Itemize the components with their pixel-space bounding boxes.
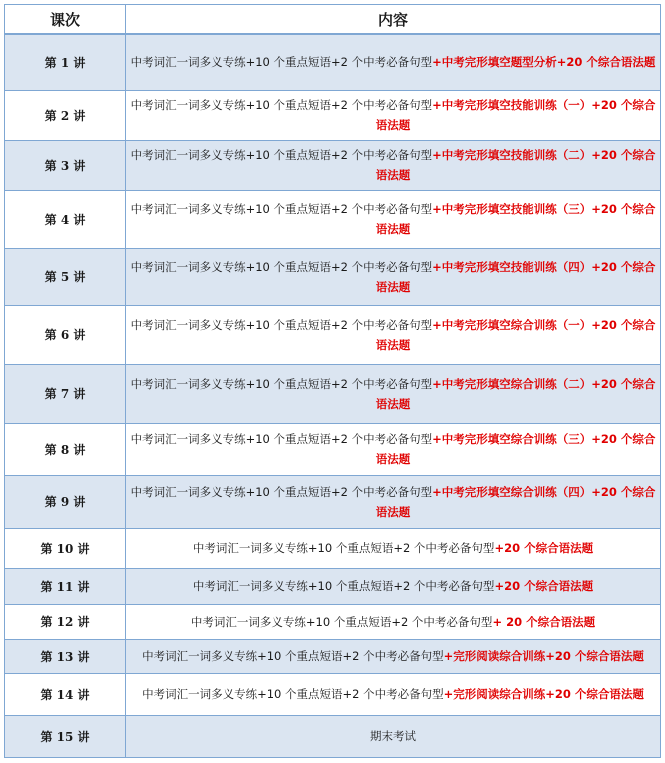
- lesson-content: [126, 475, 661, 528]
- content-highlight: +中考完形填空综合训练（四）+20 个综合语法题: [375, 484, 656, 519]
- lesson-content: [126, 568, 661, 604]
- lesson-number: 第 3 讲: [5, 140, 126, 190]
- lesson-number: 第 12 讲: [5, 604, 126, 639]
- lesson-number: 第 8 讲: [5, 423, 126, 475]
- lesson-number: 第 5 讲: [5, 248, 126, 305]
- content-base: 中考词汇一词多义专练+10 个重点短语+2 个中考必备句型: [130, 432, 433, 446]
- content-highlight: +中考完形填空技能训练（一）+20 个综合语法题: [375, 98, 656, 132]
- lesson-content: [126, 639, 661, 673]
- lesson-number: 第 9 讲: [5, 475, 126, 528]
- header-lesson: 课次: [5, 5, 126, 35]
- lesson-number: 第 14 讲: [5, 673, 126, 715]
- lesson-content: [126, 715, 661, 757]
- content-base: 中考词汇一词多义专练+10 个重点短语+2 个中考必备句型: [192, 541, 495, 555]
- content-base: 中考词汇一词多义专练+10 个重点短语+2 个中考必备句型: [142, 687, 444, 701]
- content-highlight: +中考完形填空技能训练（三）+20 个综合语法题: [375, 202, 656, 236]
- content-base: 中考词汇一词多义专练+10 个重点短语+2 个中考必备句型: [142, 649, 444, 663]
- lesson-content: [126, 90, 661, 140]
- table-row: [5, 90, 661, 140]
- lesson-number: 第 4 讲: [5, 190, 126, 248]
- content-base: 中考词汇一词多义专练+10 个重点短语+2 个中考必备句型: [130, 259, 433, 274]
- table-row: [5, 364, 661, 423]
- content-base: 中考词汇一词多义专练+10 个重点短语+2 个中考必备句型: [130, 317, 433, 332]
- content-base: 中考词汇一词多义专练+10 个重点短语+2 个中考必备句型: [130, 376, 433, 391]
- course-schedule-table: [4, 4, 661, 758]
- header-content: 内容: [126, 5, 661, 35]
- content-base: 中考词汇一词多义专练+10 个重点短语+2 个中考必备句型: [130, 484, 433, 499]
- content-base: 中考词汇一词多义专练+10 个重点短语+2 个中考必备句型: [130, 55, 433, 70]
- lesson-content: [126, 528, 661, 568]
- table-row: [5, 423, 661, 475]
- table-row: [5, 248, 661, 305]
- content-base: 中考词汇一词多义专练+10 个重点短语+2 个中考必备句型: [130, 148, 433, 162]
- lesson-number: 第 7 讲: [5, 364, 126, 423]
- content-highlight: + 20 个综合语法题: [492, 614, 596, 629]
- lesson-number: 第 6 讲: [5, 305, 126, 364]
- table-row: [5, 673, 661, 715]
- content-highlight: +完形阅读综合训练+20 个综合语法题: [443, 687, 644, 701]
- content-highlight: +中考完形填空技能训练（二）+20 个综合语法题: [375, 148, 656, 182]
- table-row: [5, 604, 661, 639]
- lesson-number: 第 1 讲: [5, 34, 126, 90]
- table-row: [5, 190, 661, 248]
- content-base: 期末考试: [370, 729, 416, 743]
- table-row: [5, 140, 661, 190]
- lesson-number: 第 13 讲: [5, 639, 126, 673]
- lesson-content: [126, 34, 661, 90]
- table-row: [5, 34, 661, 90]
- table-row: [5, 639, 661, 673]
- content-base: 中考词汇一词多义专练+10 个重点短语+2 个中考必备句型: [130, 98, 433, 112]
- content-highlight: +完形阅读综合训练+20 个综合语法题: [443, 649, 644, 663]
- content-base: 中考词汇一词多义专练+10 个重点短语+2 个中考必备句型: [130, 202, 433, 216]
- table-row: [5, 305, 661, 364]
- lesson-content: [126, 364, 661, 423]
- lesson-content: [126, 140, 661, 190]
- content-highlight: +中考完形填空综合训练（一）+20 个综合语法题: [375, 317, 656, 352]
- table-row: [5, 568, 661, 604]
- lesson-content: [126, 190, 661, 248]
- content-base: 中考词汇一词多义专练+10 个重点短语+2 个中考必备句型: [192, 579, 495, 593]
- lesson-number: 第 15 讲: [5, 715, 126, 757]
- content-highlight: +20 个综合语法题: [494, 579, 594, 593]
- lesson-number: 第 10 讲: [5, 528, 126, 568]
- lesson-content: [126, 673, 661, 715]
- lesson-content: [126, 305, 661, 364]
- lesson-content: [126, 604, 661, 639]
- header-row: [5, 5, 661, 35]
- table-row: [5, 715, 661, 757]
- lesson-number: 第 11 讲: [5, 568, 126, 604]
- content-highlight: +中考完形填空综合训练（二）+20 个综合语法题: [375, 376, 656, 411]
- content-highlight: +中考完形填空综合训练（三）+20 个综合语法题: [375, 432, 656, 466]
- content-base: 中考词汇一词多义专练+10 个重点短语+2 个中考必备句型: [190, 614, 493, 629]
- content-highlight: +20 个综合语法题: [494, 541, 594, 555]
- content-highlight: +中考完形填空技能训练（四）+20 个综合语法题: [375, 259, 656, 294]
- lesson-content: [126, 248, 661, 305]
- lesson-content: [126, 423, 661, 475]
- table-row: [5, 528, 661, 568]
- content-highlight: +中考完形填空题型分析+20 个综合语法题: [432, 55, 656, 70]
- lesson-number: 第 2 讲: [5, 90, 126, 140]
- table-row: [5, 475, 661, 528]
